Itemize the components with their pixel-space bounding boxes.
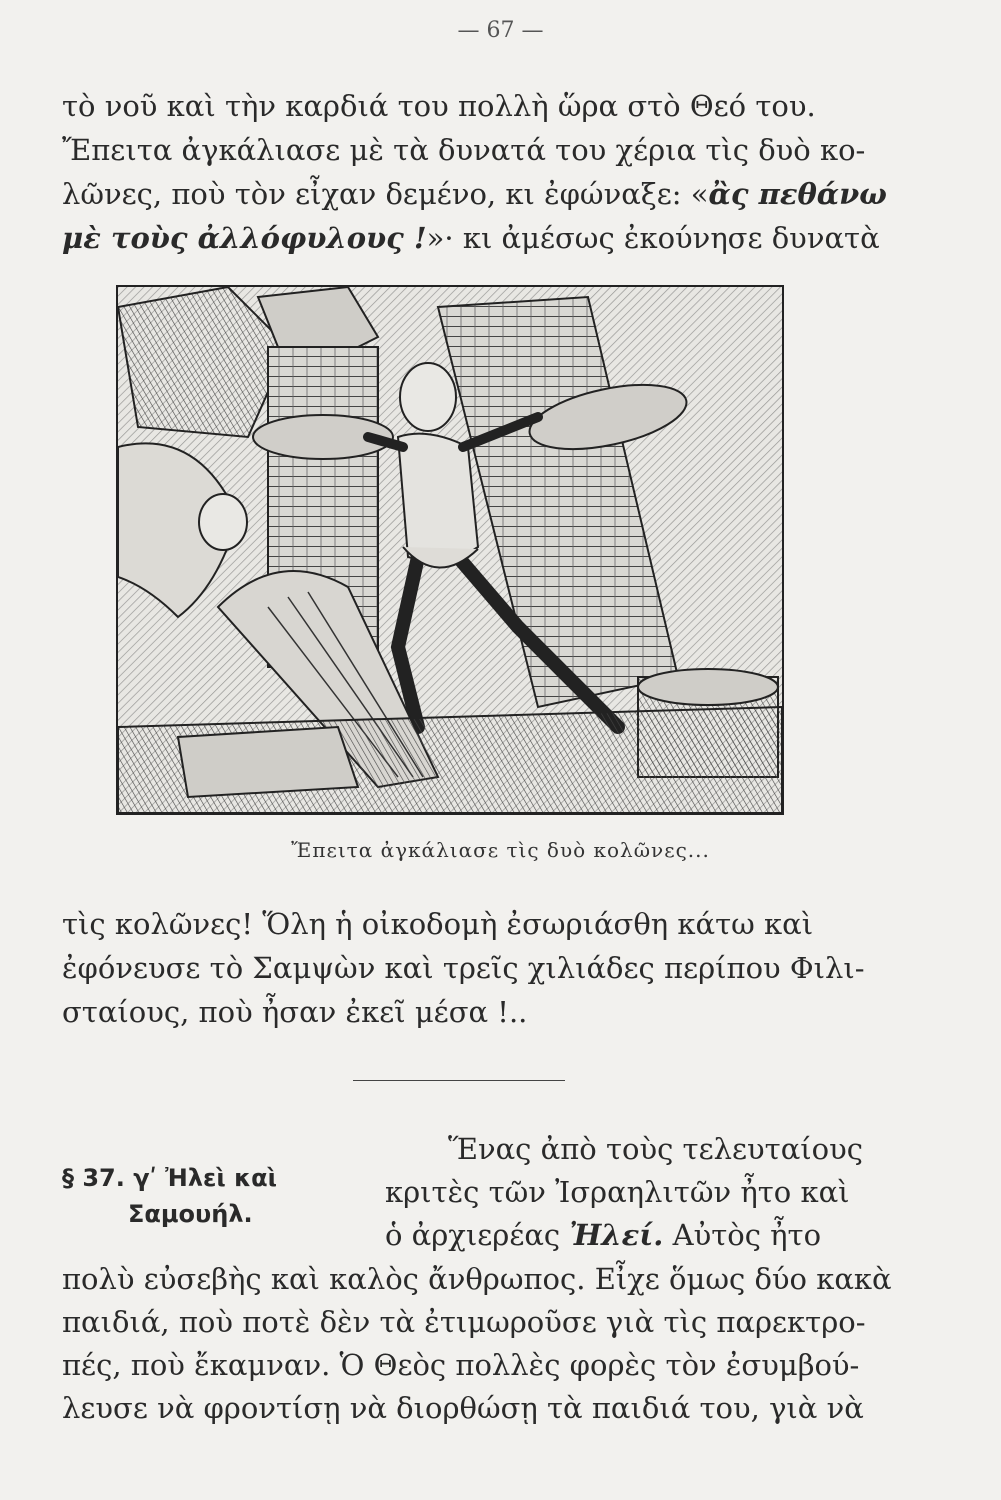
text-line <box>385 1214 863 1257</box>
text-line <box>62 172 887 216</box>
section-divider <box>353 1080 565 1081</box>
text-line: κριτὲς τῶν Ἰσραηλιτῶν ἦτο καὶ <box>385 1175 850 1209</box>
section-heading <box>62 1160 372 1232</box>
continuation-paragraph <box>62 1258 892 1430</box>
text-line-part: λῶνες, ποὺ τὸν εἶχαν δεμένο, κι ἐφώναξε: « <box>62 177 709 211</box>
page-number: — 67 — <box>457 18 544 43</box>
text-line: τὶς κολῶνες! Ὅλη ἡ οἰκοδομὴ ἐσωριάσθη κάτω καὶ <box>62 907 814 941</box>
text-line: πολὺ εὐσεβὴς καὶ καλὸς ἄνθρωπος. Εἶχε ὅμως δύο κακὰ <box>62 1262 892 1296</box>
text-line: ἐφόνευσε τὸ Σαμψὼν καὶ τρεῖς χιλιάδες περίπου Φιλι- <box>62 951 865 985</box>
middle-paragraph <box>62 902 865 1034</box>
section-heading-line: § 37. γʹ Ἠλεὶ καὶ <box>62 1164 278 1192</box>
text-line-part: »· κι ἀμέσως ἐκούνησε δυνατὰ <box>426 221 880 255</box>
text-line: σταίους, ποὺ ἦσαν ἐκεῖ μέσα !.. <box>62 995 528 1029</box>
illustration-caption: Ἔπειτα ἀγκάλιασε τὶς δυὸ κολῶνες... <box>291 838 710 862</box>
text-line-part: Αὐτὸς ἦτο <box>663 1218 822 1252</box>
text-line: πές, ποὺ ἔκαμναν. Ὁ Θεὸς πολλὲς φορὲς τὸν ἐσυμβού- <box>62 1348 860 1382</box>
engraving-illustration <box>116 285 784 815</box>
text-line: Ἕνας ἀπὸ τοὺς τελευταίους <box>447 1132 863 1166</box>
text-line-part: ὁ ἀρχιερέας <box>385 1218 570 1252</box>
text-line <box>62 216 880 260</box>
text-line: τὸ νοῦ καὶ τὴν καρδιά του πολλὴ ὥρα στὸ Θεό του. <box>62 89 816 123</box>
text-line: λευσε νὰ φροντίσῃ νὰ διορθώσῃ τὰ παιδιά του, γιὰ νὰ <box>62 1391 864 1425</box>
section-heading-line: Σαμουήλ. <box>128 1200 253 1228</box>
text-line: παιδιά, ποὺ ποτὲ δὲν τὰ ἐτιμωροῦσε γιὰ τὶς παρεκτρο- <box>62 1305 866 1339</box>
emphasized-quote: μὲ τοὺς ἀλλόφυλους ! <box>62 221 427 255</box>
emphasized-name: Ἠλεί. <box>569 1218 664 1252</box>
text-line: Ἔπειτα ἀγκάλιασε μὲ τὰ δυνατά του χέρια τὶς δυὸ κο- <box>62 133 866 167</box>
top-paragraph <box>62 84 887 260</box>
engraving-drawing <box>118 287 782 813</box>
emphasized-quote: ἂς πεθάνω <box>708 177 887 211</box>
intro-paragraph <box>385 1128 863 1257</box>
